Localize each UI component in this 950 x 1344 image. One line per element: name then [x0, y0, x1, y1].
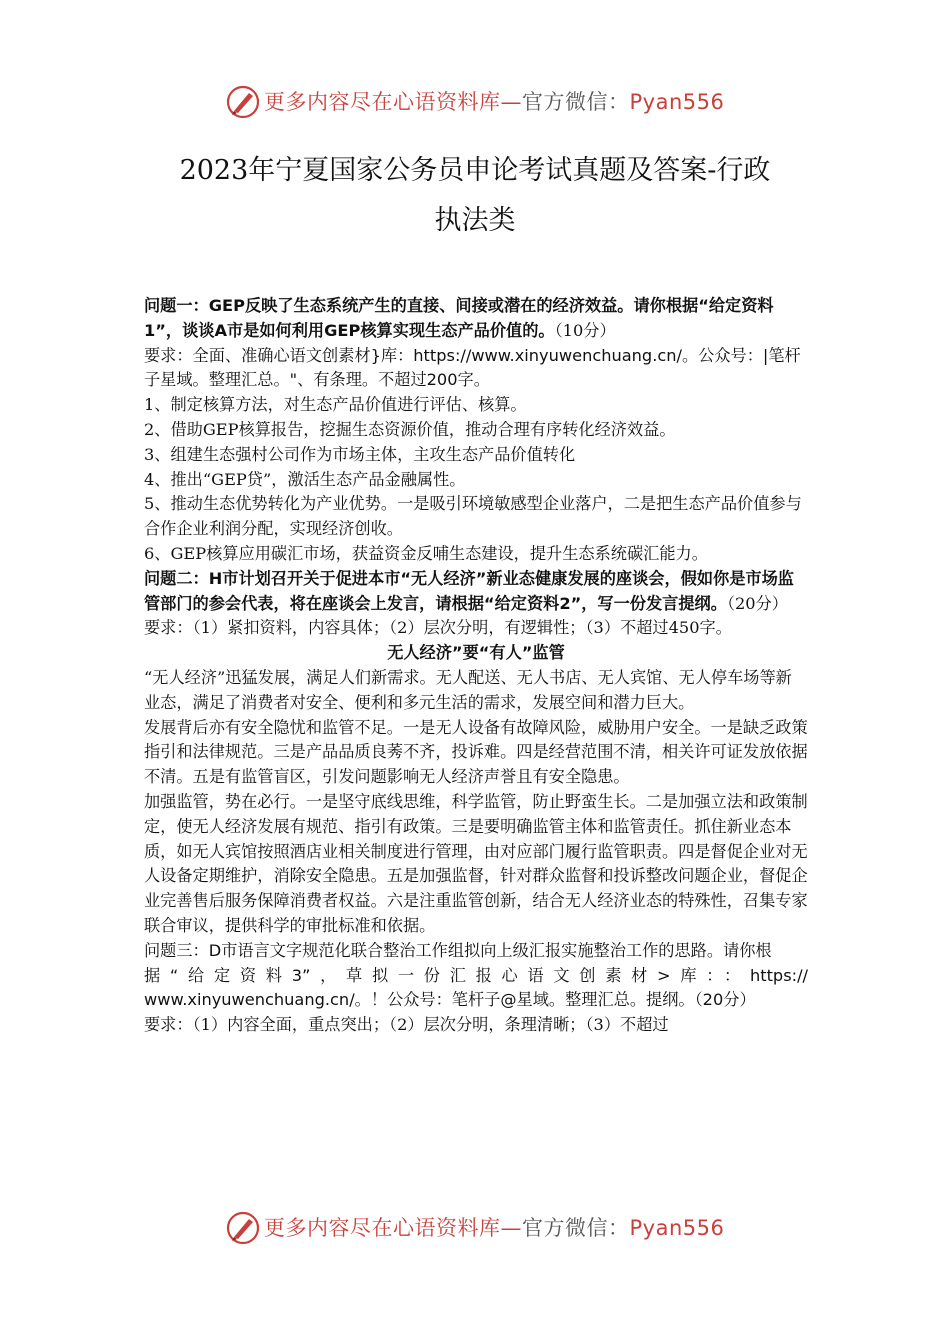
- footer-watermark-banner: [0, 1208, 950, 1248]
- document-title: [120, 146, 830, 246]
- document-body: [144, 294, 808, 1038]
- q1-question: [144, 294, 808, 344]
- watermark-separator: —: [500, 1216, 522, 1240]
- watermark-label: 官方微信：: [522, 90, 630, 114]
- q1-answer-5: 5、推动生态优势转化为产业优势。一是吸引环境敏感型企业落户，二是把生态产品价值参与合作企业利润分配，实现经济创收。: [144, 494, 802, 539]
- q2-requirement: 要求：（1）紧扣资料，内容具体；（2）层次分明，有逻辑性；（3）不超过450字。: [144, 618, 732, 638]
- red-pen-logo-icon: [225, 1210, 261, 1246]
- watermark-main: 更多内容尽在心语资料库: [264, 1216, 501, 1240]
- q1-requirement: 要求：全面、准确心语文创素材}库：https://www.xinyuwenchuang.cn/。公众号：|笔杆子星域。整理汇总。"、有条理。不超过200字。: [144, 345, 801, 390]
- watermark-label: 官方微信：: [522, 1216, 630, 1240]
- header-watermark-banner: [0, 82, 950, 122]
- q3-question-line-1: 问题三：D市语言文字规范化联合整治工作组拟向上级汇报实施整治工作的思路。请你根: [144, 940, 772, 960]
- q1-answer-4: 4、推出“GEP贷”，激活生态产品金融属性。: [144, 469, 466, 489]
- q1-answer-2: 2、借助GEP核算报告，挖掘生态资源价值，推动合理有序转化经济效益。: [144, 419, 676, 439]
- q2-answer-title: 无人经济”要“有人”监管: [387, 643, 565, 663]
- q2-question: [144, 567, 808, 617]
- watermark-text: [264, 88, 724, 116]
- title-line-2: 执法类: [434, 205, 516, 236]
- q2-score: （20分）: [726, 593, 788, 613]
- q1-answer-1: 1、制定核算方法，对生态产品价值进行评估、核算。: [144, 395, 527, 415]
- q2-paragraph-1: “无人经济”迅猛发展，满足人们新需求。无人配送、无人书店、无人宾馆、无人停车场等新业态，满足了消费者对安全、便利和多元生活的需求，发展空间和潜力巨大。: [144, 667, 792, 712]
- watermark-text: [264, 1214, 724, 1242]
- watermark-wechat: Pyan556: [629, 1216, 725, 1240]
- q2-paragraph-3: 加强监管，势在必行。一是坚守底线思维，科学监管，防止野蛮生长。二是加强立法和政策制定，使无人经济发展有规范、指引有政策。三是要明确监管主体和监管责任。抓住新业态本质，如无人宾馆按照酒店业相关制度进行管理，由对应部门履行监管职责。四是督促企业对无人设备定期维护，消除安全隐患。五是加强监督，针对群众监督和投诉整改问题企业，督促企业完善售后服务保障消费者权益。六是注重监管创新，结合无人经济业态的特殊性，召集专家联合审议，提供科学的审批标准和依据。: [144, 791, 808, 935]
- q3-question-line-3: www.xinyuwenchuang.cn/。！公众号：笔杆子@星域。整理汇总。提纲。（20分）: [144, 990, 756, 1010]
- q2-paragraph-2: 发展背后亦有安全隐忧和监管不足。一是无人设备有故障风险，威胁用户安全。一是缺乏政策指引和法律规范。三是产品品质良莠不齐，投诉难。四是经营范围不清，相关许可证发放依据不清。五是有监管盲区，引发问题影响无人经济声誉且有安全隐患。: [144, 717, 808, 787]
- q1-answer-3: 3、组建生态强村公司作为市场主体，主攻生态产品价值转化: [144, 444, 576, 464]
- q3-requirement: 要求：（1）内容全面，重点突出；（2）层次分明，条理清晰；（3）不超过: [144, 1015, 669, 1035]
- watermark-separator: —: [500, 90, 522, 114]
- red-pen-logo-icon: [225, 84, 261, 120]
- q1-score: （10分）: [554, 320, 616, 340]
- q2-question-text: 问题二：H市计划召开关于促进本市“无人经济”新业态健康发展的座谈会，假如你是市场监管部门的参会代表，将在座谈会上发言，请根据“给定资料2”，写一份发言提纲。: [144, 568, 794, 613]
- q3-question-line-2: 据“给定资料3”，草拟一份汇报心语文创素材>库：：https://: [144, 965, 808, 985]
- title-line-1: 2023年宁夏国家公务员申论考试真题及答案-行政: [179, 155, 771, 186]
- q1-question-text: 问题一：GEP反映了生态系统产生的直接、间接或潜在的经济效益。请你根据“给定资料1”，谈谈A市是如何利用GEP核算实现生态产品价值的。: [144, 296, 774, 340]
- watermark-main: 更多内容尽在心语资料库: [264, 90, 501, 114]
- q1-answer-6: 6、GEP核算应用碳汇市场，获益资金反哺生态建设，提升生态系统碳汇能力。: [144, 543, 708, 563]
- watermark-wechat: Pyan556: [629, 90, 725, 114]
